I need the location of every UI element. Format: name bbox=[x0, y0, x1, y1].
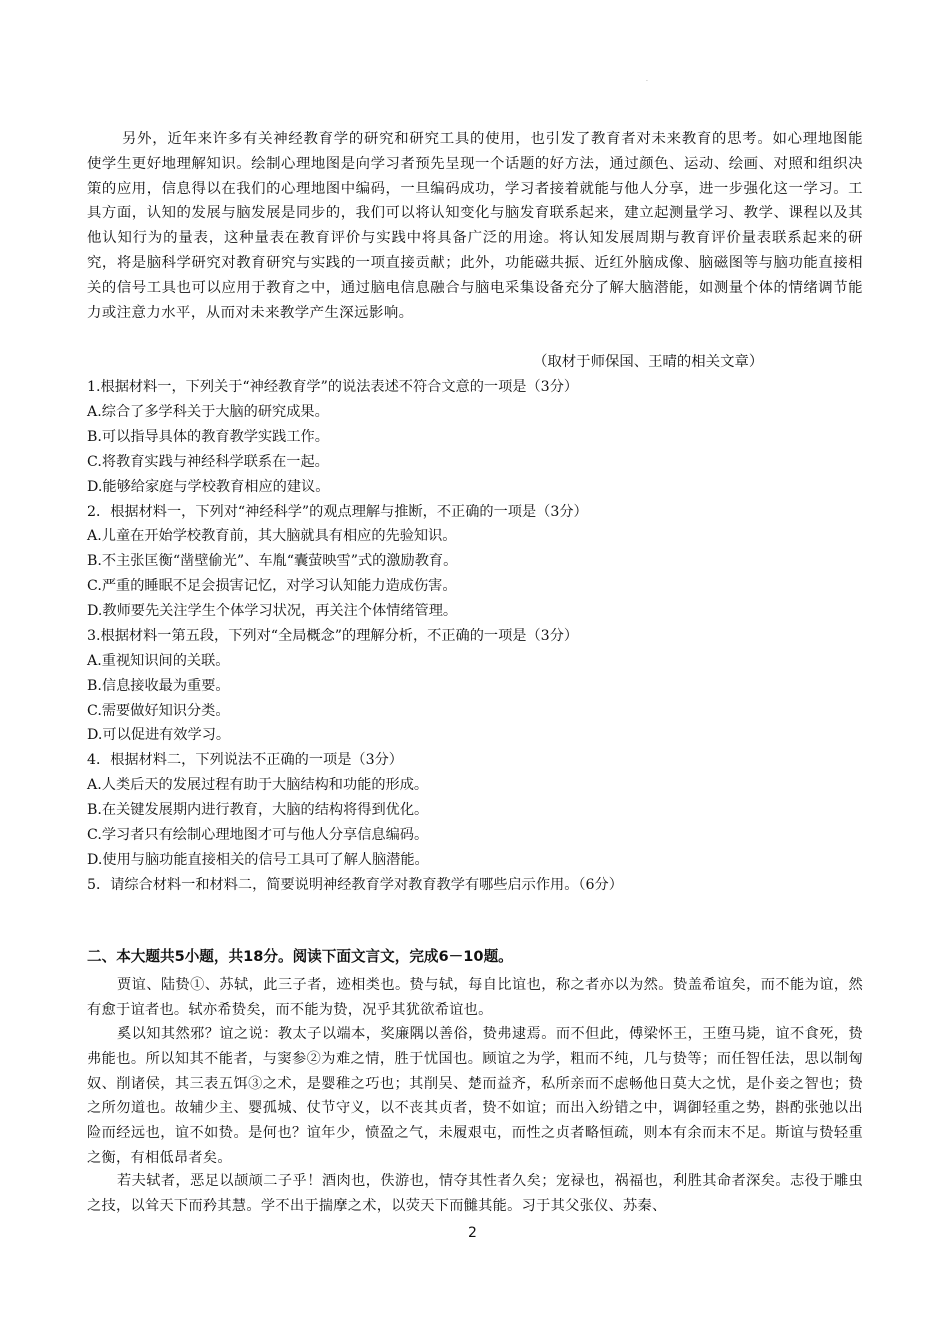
question-4: 4．根据材料二，下列说法不正确的一项是（3分） bbox=[87, 752, 403, 768]
classical-paragraph-1: 贾谊、陆贽①、苏轼，此三子者，迹相类也。贽与轼，每自比谊也，称之者亦以为然。贽盖希谊矣，而不能为谊，然有愈于谊者也。轼亦希贽矣，而不能为贽，况乎其犹欲希谊也。 bbox=[87, 977, 863, 1018]
corner-mark: . bbox=[646, 76, 648, 83]
option-3d: D.可以促进有效学习。 bbox=[87, 727, 231, 743]
option-3a: A.重视知识间的关联。 bbox=[87, 653, 230, 669]
option-4d: D.使用与脑功能直接相关的信号工具可了解人脑潜能。 bbox=[87, 852, 429, 868]
option-4c: C.学习者只有绘制心理地图才可与他人分享信息编码。 bbox=[87, 827, 429, 843]
option-1b: B.可以指导具体的教育教学实践工作。 bbox=[87, 429, 329, 445]
classical-paragraph-3: 若夫轼者，恶足以颉颃二子乎！酒肉也，佚游也，情夺其性者久矣；宠禄也，祸福也，利胜其命者深矣。志役于雕虫之技，以耸天下而矜其慧。学不出于揣摩之术，以荧天下而雠其能。习于其父张仪、苏秦、 bbox=[87, 1173, 863, 1214]
question-2: 2．根据材料一，下列对“神经科学”的观点理解与推断，不正确的一项是（3分） bbox=[87, 504, 588, 520]
option-4b: B.在关键发展期内进行教育，大脑的结构将得到优化。 bbox=[87, 802, 429, 818]
passage-source: （取材于师保国、王晴的相关文章） bbox=[533, 354, 764, 370]
option-2b: B.不主张匡衡“凿壁偷光”、车胤“囊萤映雪”式的激励教育。 bbox=[87, 553, 458, 569]
page-number: 2 bbox=[468, 1225, 477, 1241]
question-5: 5．请综合材料一和材料二，简要说明神经教育学对教育教学有哪些启示作用。（6分） bbox=[87, 877, 623, 893]
option-2d: D.教师要先关注学生个体学习状况，再关注个体情绪管理。 bbox=[87, 603, 458, 619]
option-1a: A.综合了多学科关于大脑的研究成果。 bbox=[87, 404, 329, 420]
option-2c: C.严重的睡眠不足会损害记忆，对学习认知能力造成伤害。 bbox=[87, 578, 457, 594]
classical-paragraph-2: 奚以知其然邪？谊之说：教太子以端本，奖廉隅以善俗，贽弗逮焉。而不但此，傅梁怀王，王堕马毙，谊不食死，贽弗能也。所以知其不能者，与窦参②为难之情，胜于忧国也。顾谊之为学，粗而不纯，几与贽等；而任智任法，思以制匈奴、削诸侯，其三表五饵③之术，是婴稚之巧也；其削吴、楚而益齐，私所亲而不虑畅他日莫大之忧，是仆妾之智也；贽之所勿道也。故辅少主、婴孤城、仗节守义，以不丧其贞者，贽不如谊；而出入纷错之中，调御轻重之势，斟酌张弛以出险而经远也，谊不如贽。是何也？谊年少，愤盈之气，未履艰屯，而性之贞者略恒疏，则本有余而末不足。斯谊与贽轻重之衡，有相低昂者矣。 bbox=[87, 1026, 863, 1166]
option-4a: A.人类后天的发展过程有助于大脑结构和功能的形成。 bbox=[87, 777, 429, 793]
option-3b: B.信息接收最为重要。 bbox=[87, 678, 230, 694]
option-1c: C.将教育实践与神经科学联系在一起。 bbox=[87, 454, 329, 470]
option-2a: A.儿童在开始学校教育前，其大脑就具有相应的先验知识。 bbox=[87, 528, 457, 544]
passage-paragraph: 另外，近年来许多有关神经教育学的研究和研究工具的使用，也引发了教育者对未来教育的思考。如心理地图能使学生更好地理解知识。绘制心理地图是向学习者预先呈现一个话题的好方法，通过颜色、运动、绘画、对照和组织决策的应用，信息得以在我们的心理地图中编码，一旦编码成功，学习者接着就能与他人分享，进一步强化这一学习。工具方面，认知的发展与脑发展是同步的，我们可以将认知变化与脑发育联系起来，建立起测量学习、教学、课程以及其他认知行为的量表，这种量表在教育评价与实践中将具备广泛的用途。将认知发展周期与教育评价量表联系起来的研究，将是脑科学研究对教育研究与实践的一项直接贡献；此外，功能磁共振、近红外脑成像、脑磁图等与脑功能直接相关的信号工具也可以应用于教育之中，通过脑电信息融合与脑电采集设备充分了解大脑潜能，如测量个体的情绪调节能力或注意力水平，从而对未来教学产生深远影响。 bbox=[87, 131, 863, 321]
option-3c: C.需要做好知识分类。 bbox=[87, 703, 230, 719]
option-1d: D.能够给家庭与学校教育相应的建议。 bbox=[87, 479, 330, 495]
section-heading: 二、本大题共5小题，共18分。阅读下面文言文，完成6－10题。 bbox=[87, 948, 513, 965]
question-1: 1.根据材料一，下列关于“神经教育学”的说法表述不符合文意的一项是（3分） bbox=[87, 379, 579, 395]
question-3: 3.根据材料一第五段，下列对“全局概念”的理解分析，不正确的一项是（3分） bbox=[87, 628, 579, 644]
